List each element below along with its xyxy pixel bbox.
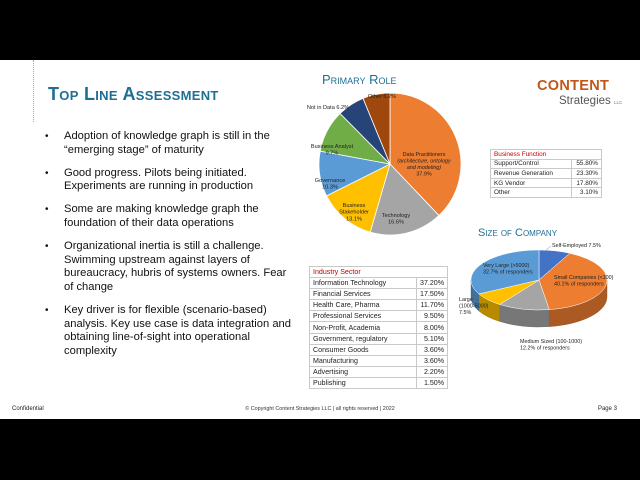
table-header-row bbox=[491, 150, 602, 160]
table-row: Revenue Generation 23.30% bbox=[491, 169, 602, 179]
table-row: Health Care, Pharma 11.70% bbox=[310, 300, 448, 311]
size-of-company-label-2: Medium Sized (100-1000) 12.2% of responders bbox=[520, 339, 583, 352]
table-row: Other 3.10% bbox=[491, 188, 602, 198]
size-of-company-label-4: Very Large (>5000) 32.7% of responders bbox=[483, 263, 533, 276]
table-row: KG Vendor 17.80% bbox=[491, 178, 602, 188]
table-row: Government, regulatory 5.10% bbox=[310, 333, 448, 344]
table-row: Financial Services 17.50% bbox=[310, 289, 448, 300]
footer-copyright: © Copyright Content Strategies LLC | all rights reserved | 2022 bbox=[245, 406, 395, 412]
logo-line-2: Strategies LLC bbox=[559, 95, 623, 107]
primary-role-label-5: Not in Data 6.2% bbox=[306, 105, 350, 111]
footer-confidential: Confidential bbox=[12, 406, 44, 412]
slide bbox=[0, 60, 640, 419]
primary-role-label-6: Other 6.2% bbox=[367, 94, 397, 100]
table-row: Professional Services 9.50% bbox=[310, 311, 448, 322]
size-of-company-chart-title: Size of Company bbox=[478, 227, 558, 239]
size-of-company-leader-line bbox=[546, 246, 551, 250]
bullet-dot-icon: • bbox=[45, 131, 49, 142]
size-of-company-label-1: Small Companies (<100) 40.1% of responders bbox=[554, 275, 614, 288]
size-of-company-label-3: Large (1000-5000) 7.5% bbox=[459, 297, 489, 316]
table-row: Advertising 2.20% bbox=[310, 366, 448, 377]
bullet-dot-icon: • bbox=[45, 241, 49, 253]
bullet-dot-icon: • bbox=[45, 204, 49, 216]
bullet-item: • Adoption of knowledge graph is still in the “emerging stage” of maturity bbox=[45, 130, 270, 156]
table-header-cell: Business Function bbox=[491, 150, 602, 160]
logo-line-1: CONTENT bbox=[537, 78, 610, 94]
business-function-table bbox=[490, 149, 602, 198]
table-row: Support/Control 55.80% bbox=[491, 159, 602, 169]
primary-role-chart-title: Primary Role bbox=[322, 72, 397, 87]
primary-role-label-0: Data Practitioners (architecture, ontology and modeling) 37.9% bbox=[397, 152, 451, 178]
bullet-dot-icon: • bbox=[45, 304, 49, 316]
size-of-company-label-0: Self-Employed 7.5% bbox=[552, 243, 601, 249]
primary-role-label-4: Business Analyst 9.7% bbox=[310, 144, 354, 157]
bullet-item: • Some are making knowledge graph the foundation of their data operations bbox=[45, 203, 259, 229]
table-row: Manufacturing 3.60% bbox=[310, 355, 448, 366]
bullet-item: • Key driver is for flexible (scenario-based) analysis. Key use case is data integration and obtaining line-of-sight into operational complexity bbox=[45, 303, 291, 357]
industry-sector-table bbox=[309, 266, 448, 389]
bullet-item: • Good progress. Pilots being initiated. Experiments are running in production bbox=[45, 166, 254, 193]
table-row: Consumer Goods 3.60% bbox=[310, 344, 448, 355]
primary-role-label-1: Technology 16.6% bbox=[381, 213, 411, 226]
table-header-row bbox=[310, 267, 448, 278]
table-row: Publishing 1.50% bbox=[310, 377, 448, 388]
bullet-dot-icon: • bbox=[45, 167, 49, 179]
table-header-cell: Industry Sector bbox=[310, 267, 448, 278]
bullet-item: • Organizational inertia is still a challenge. Swimming upstream against layers of bureaucracy, hubris of systems owners. Fear of change bbox=[45, 240, 287, 293]
table-row: Non-Profit, Academia 8.00% bbox=[310, 322, 448, 333]
company-logo bbox=[537, 78, 623, 107]
primary-role-label-3: Governance 10.3% bbox=[314, 178, 346, 191]
primary-role-label-2: Business Stakeholder 13.1% bbox=[339, 203, 369, 223]
table-row: Information Technology 37.20% bbox=[310, 278, 448, 289]
slide-title: Top Line Assessment bbox=[48, 84, 219, 104]
footer-page-number: Page 3 bbox=[597, 406, 617, 412]
logo-suffix: LLC bbox=[613, 100, 623, 105]
